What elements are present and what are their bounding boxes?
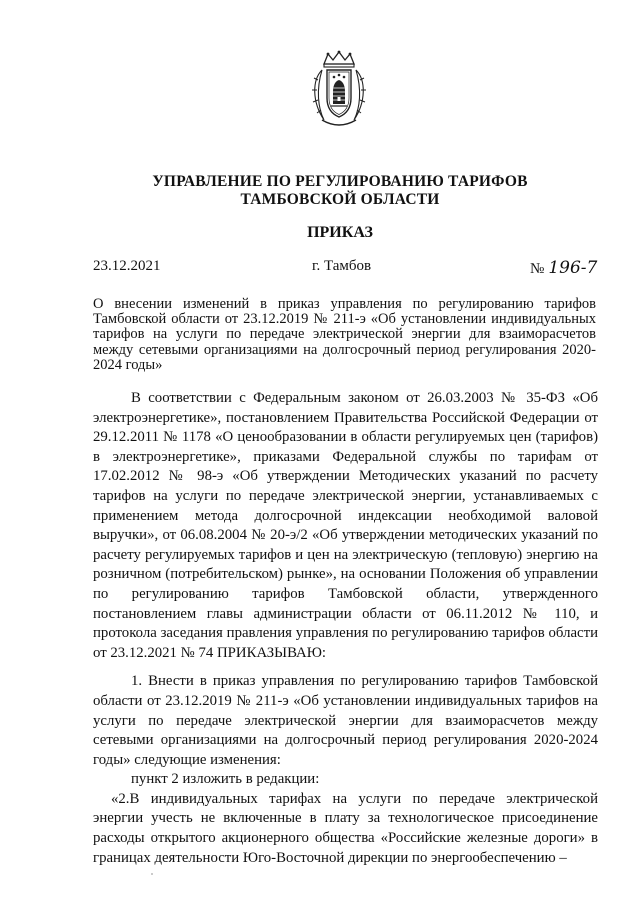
- scan-speck: [151, 873, 153, 875]
- organization-name-line2: ТАМБОВСКОЙ ОБЛАСТИ: [240, 191, 440, 208]
- document-type: ПРИКАЗ: [307, 224, 373, 241]
- body-paragraph-item-1: 1. Внести в приказ управления по регулированию тарифов Тамбовской области от 23.12.2019 № 211-э «Об установлении индивидуальных тарифов на услуги по передаче электрической энергии для взаиморасчетов между сетевыми организациями на долгосрочный период регулирования 2020-2024 годы» следующие изменения:: [93, 673, 598, 768]
- document-title: О внесении изменений в приказ управления по регулированию тарифов Тамбовской области от 23.12.2019 № 211-э «Об установлении индивидуальных тарифов на услуги по передаче электрической энергии для взаиморасчетов между сетевыми организациями на долгосрочный период регулирования 2020-2024 годы»: [93, 296, 596, 373]
- organization-name-line1: УПРАВЛЕНИЕ ПО РЕГУЛИРОВАНИЮ ТАРИФОВ: [152, 173, 528, 190]
- document-number: [530, 258, 597, 278]
- body-paragraph-clause: пункт 2 изложить в редакции:: [131, 771, 320, 788]
- document-body: [93, 389, 598, 868]
- body-paragraph-quote: «2.В индивидуальных тарифах на услуги по передаче электрической энергии учесть не включенные в плату за технологическое присоединение расходы открытого акционерного общества «Российские железные дороги» в границах деятельности Юго-Восточной дирекции по энергообеспечению –: [93, 790, 598, 866]
- document-city: г. Тамбов: [312, 258, 372, 274]
- handwritten-number: 196-7: [548, 258, 598, 278]
- body-paragraph-preamble: В соответствии с Федеральным законом от 26.03.2003 № 35-ФЗ «Об электроэнергетике», постановлением Правительства Российской Федерации от 29.12.2011 № 1178 «О ценообразовании в области регулируемых цен (тарифов) в электроэнергетике», приказами Федеральной службы по тарифам от 17.02.2012 № 98-э «Об утверждении Методических указаний по расчету тарифов на услуги по передаче электрической энергии, устанавливаемых с применением метода долгосрочной индексации необходимой валовой выручки», от 06.08.2004 № 20-э/2 «Об утверждении методических указаний по расчету регулируемых тарифов и цен на электрическую (тепловую) энергию на розничном (потребительском) рынке», на основании Положения об управлении по регулированию тарифов Тамбовской области, утвержденного постановлением главы администрации области от 06.11.2012 № 110, и протокола заседания правления управления по регулированию тарифов области от 23.12.2021 № 74 ПРИКАЗЫВАЮ:: [93, 390, 598, 661]
- number-prefix: №: [530, 261, 545, 277]
- document-date: 23.12.2021: [93, 258, 161, 274]
- coat-of-arms-icon: [308, 50, 370, 130]
